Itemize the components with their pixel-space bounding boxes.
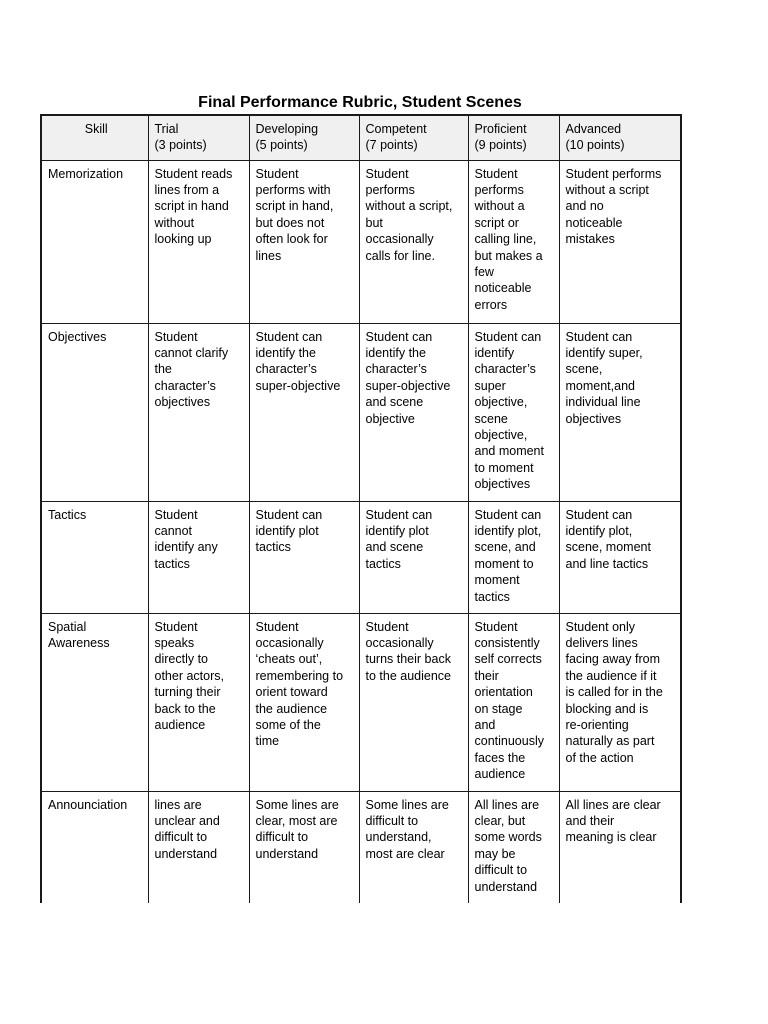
- cell-text-line: Student: [365, 166, 409, 181]
- cell-text-line: occasionally: [365, 232, 434, 247]
- cell-text-line: may be: [474, 846, 516, 861]
- cell-text-line: self corrects: [474, 652, 542, 667]
- cell-competent: [359, 613, 468, 791]
- cell-competent: [359, 323, 468, 501]
- cell-text-line: noticeable: [474, 281, 532, 296]
- cell-text-line: Objectives: [48, 329, 107, 344]
- cell-advanced: [559, 323, 681, 501]
- cell-text-line: Spatial: [48, 619, 87, 634]
- cell-text-line: on stage: [474, 701, 523, 716]
- header-row: [41, 115, 681, 160]
- cell-text-line: and line tactics: [565, 556, 649, 571]
- cell-text-line: cannot: [154, 523, 193, 538]
- cell-text-line: character’s: [255, 362, 317, 377]
- cell-text-line: super-objective: [365, 378, 451, 393]
- cell-skill: [41, 613, 148, 791]
- cell-text-line: All lines are: [474, 797, 540, 812]
- cell-text-line: Student: [474, 619, 518, 634]
- cell-text-line: time: [255, 734, 280, 749]
- cell-text-line: Student can: [474, 507, 542, 522]
- cell-text-line: is called for in the: [565, 685, 663, 700]
- cell-trial: [148, 501, 249, 613]
- cell-text-line: Competent: [365, 122, 427, 136]
- cell-text-line: understand: [255, 846, 319, 861]
- cell-text-line: and their: [565, 813, 615, 828]
- cell-text-line: identify plot,: [565, 523, 633, 538]
- cell-text-line: character’s: [154, 378, 216, 393]
- cell-text-line: objectives: [565, 411, 622, 426]
- cell-text-line: Student can: [365, 507, 433, 522]
- cell-developing: [249, 501, 359, 613]
- cell-text-line: re-orienting: [565, 717, 629, 732]
- cell-text-line: lines: [255, 248, 282, 263]
- cell-text-line: understand,: [365, 830, 432, 845]
- cell-text-line: Student: [255, 619, 299, 634]
- header-cell-trial: [148, 115, 249, 160]
- cell-text-line: Skill: [84, 122, 108, 136]
- cell-skill: [41, 501, 148, 613]
- cell-text-line: often look for: [255, 232, 328, 247]
- cell-text-line: tactics: [474, 589, 510, 604]
- cell-trial: [148, 791, 249, 903]
- cell-text-line: Proficient: [474, 122, 527, 136]
- cell-text-line: lines are: [154, 797, 202, 812]
- cell-text-line: Student can: [255, 329, 323, 344]
- cell-text-line: delivers lines: [565, 635, 638, 650]
- cell-text-line: moment to: [474, 556, 534, 571]
- cell-text-line: without a script: [565, 182, 649, 197]
- cell-text-line: Student can: [565, 329, 633, 344]
- cell-text-line: noticeable: [565, 215, 623, 230]
- cell-text-line: to moment: [474, 460, 534, 475]
- cell-text-line: (7 points): [365, 138, 418, 153]
- cell-text-line: scene: [474, 411, 508, 426]
- cell-developing: [249, 160, 359, 323]
- header-cell-competent: [359, 115, 468, 160]
- cell-proficient: [468, 791, 559, 903]
- cell-text-line: (5 points): [255, 138, 308, 153]
- cell-text-line: Awareness: [48, 635, 110, 650]
- cell-text-line: and: [474, 717, 496, 732]
- cell-text-line: Some lines are: [365, 797, 449, 812]
- cell-text-line: performs with: [255, 182, 331, 197]
- cell-text-line: clear, but: [474, 813, 526, 828]
- cell-text-line: but does not: [255, 215, 325, 230]
- cell-text-line: Some lines are: [255, 797, 339, 812]
- cell-text-line: few: [474, 264, 494, 279]
- cell-text-line: script in hand,: [255, 199, 334, 214]
- cell-text-line: calls for line.: [365, 248, 435, 263]
- cell-text-line: speaks: [154, 635, 195, 650]
- cell-proficient: [468, 501, 559, 613]
- header-cell-skill: [41, 115, 148, 160]
- cell-text-line: objective: [365, 411, 415, 426]
- cell-text-line: Student: [154, 619, 198, 634]
- cell-text-line: the audience: [255, 701, 328, 716]
- cell-text-line: some words: [474, 830, 542, 845]
- table-row: [41, 323, 681, 501]
- cell-advanced: [559, 613, 681, 791]
- cell-text-line: super-objective: [255, 378, 341, 393]
- cell-text-line: ‘cheats out’,: [255, 652, 323, 667]
- header-cell-advanced: [559, 115, 681, 160]
- cell-competent: [359, 501, 468, 613]
- cell-text-line: continuously: [474, 734, 544, 749]
- cell-text-line: tactics: [365, 556, 401, 571]
- cell-text-line: and no: [565, 199, 604, 214]
- cell-text-line: but makes a: [474, 248, 543, 263]
- cell-text-line: their: [474, 668, 499, 683]
- cell-text-line: character’s: [474, 362, 536, 377]
- cell-text-line: faces the: [474, 750, 526, 765]
- cell-proficient: [468, 613, 559, 791]
- cell-skill: [41, 160, 148, 323]
- cell-text-line: to the audience: [365, 668, 451, 683]
- cell-text-line: most are clear: [365, 846, 445, 861]
- cell-competent: [359, 160, 468, 323]
- cell-text-line: performs: [474, 182, 524, 197]
- cell-text-line: character’s: [365, 362, 427, 377]
- cell-text-line: understand: [474, 879, 538, 894]
- cell-text-line: naturally as part: [565, 734, 655, 749]
- cell-text-line: Memorization: [48, 166, 124, 181]
- cell-text-line: identify plot,: [474, 523, 542, 538]
- cell-text-line: and scene: [365, 395, 424, 410]
- cell-text-line: Student can: [474, 329, 542, 344]
- cell-text-line: Student can: [565, 507, 633, 522]
- cell-text-line: identify plot: [255, 523, 319, 538]
- cell-text-line: identify any: [154, 540, 218, 555]
- cell-text-line: script in hand: [154, 199, 229, 214]
- cell-developing: [249, 323, 359, 501]
- cell-text-line: scene, and: [474, 540, 536, 555]
- cell-text-line: identify plot: [365, 523, 429, 538]
- cell-text-line: difficult to: [255, 830, 309, 845]
- cell-text-line: individual line: [565, 395, 641, 410]
- cell-text-line: Student can: [365, 329, 433, 344]
- cell-text-line: the audience if it: [565, 668, 657, 683]
- table-row: [41, 791, 681, 903]
- cell-text-line: objective,: [474, 427, 528, 442]
- cell-text-line: objectives: [474, 477, 531, 492]
- cell-text-line: calling line,: [474, 232, 537, 247]
- cell-text-line: unclear and: [154, 813, 220, 828]
- table-row: [41, 160, 681, 323]
- cell-text-line: tactics: [154, 556, 190, 571]
- header-cell-proficient: [468, 115, 559, 160]
- cell-text-line: identify: [474, 345, 515, 360]
- cell-proficient: [468, 160, 559, 323]
- cell-text-line: clear, most are: [255, 813, 338, 828]
- cell-text-line: without: [154, 215, 195, 230]
- cell-text-line: audience: [474, 767, 526, 782]
- cell-text-line: identify super,: [565, 345, 643, 360]
- cell-text-line: difficult to: [474, 863, 528, 878]
- cell-text-line: performs: [365, 182, 415, 197]
- cell-text-line: Tactics: [48, 507, 87, 522]
- cell-text-line: identify the: [255, 345, 316, 360]
- cell-developing: [249, 613, 359, 791]
- cell-text-line: super: [474, 378, 506, 393]
- cell-text-line: Student only: [565, 619, 635, 634]
- cell-advanced: [559, 791, 681, 903]
- cell-text-line: and moment: [474, 444, 544, 459]
- cell-text-line: Student: [255, 166, 299, 181]
- cell-text-line: without a: [474, 199, 525, 214]
- cell-text-line: back to the: [154, 701, 216, 716]
- cell-text-line: understand: [154, 846, 218, 861]
- cell-text-line: (10 points): [565, 138, 625, 153]
- table-row: [41, 501, 681, 613]
- cell-text-line: cannot clarify: [154, 345, 229, 360]
- cell-text-line: orientation: [474, 685, 533, 700]
- cell-text-line: of the action: [565, 750, 634, 765]
- cell-text-line: other actors,: [154, 668, 224, 683]
- cell-text-line: scene, moment: [565, 540, 651, 555]
- cell-text-line: moment: [474, 573, 520, 588]
- cell-text-line: mistakes: [565, 232, 615, 247]
- cell-text-line: Student: [474, 166, 518, 181]
- cell-text-line: some of the: [255, 717, 321, 732]
- cell-text-line: turning their: [154, 685, 221, 700]
- cell-text-line: (3 points): [154, 138, 207, 153]
- cell-text-line: lines from a: [154, 182, 220, 197]
- header-cell-developing: [249, 115, 359, 160]
- cell-text-line: Developing: [255, 122, 319, 136]
- cell-competent: [359, 791, 468, 903]
- cell-text-line: Student reads: [154, 166, 233, 181]
- cell-trial: [148, 323, 249, 501]
- cell-skill: [41, 323, 148, 501]
- cell-text-line: objective,: [474, 395, 528, 410]
- cell-text-line: difficult to: [365, 813, 419, 828]
- table-row: [41, 613, 681, 791]
- cell-text-line: but: [365, 215, 383, 230]
- cell-text-line: and scene: [365, 540, 424, 555]
- cell-text-line: turns their back: [365, 652, 451, 667]
- cell-text-line: blocking and is: [565, 701, 649, 716]
- cell-text-line: script or: [474, 215, 519, 230]
- cell-text-line: Announciation: [48, 797, 128, 812]
- cell-text-line: orient toward: [255, 685, 328, 700]
- cell-text-line: occasionally: [365, 635, 434, 650]
- cell-developing: [249, 791, 359, 903]
- cell-text-line: (9 points): [474, 138, 527, 153]
- cell-text-line: looking up: [154, 232, 212, 247]
- cell-trial: [148, 613, 249, 791]
- cell-text-line: Student: [154, 507, 198, 522]
- cell-proficient: [468, 323, 559, 501]
- cell-text-line: the: [154, 362, 172, 377]
- cell-text-line: identify the: [365, 345, 426, 360]
- cell-text-line: Student performs: [565, 166, 662, 181]
- cell-text-line: Student: [365, 619, 409, 634]
- cell-text-line: Student: [154, 329, 198, 344]
- cell-text-line: scene,: [565, 362, 603, 377]
- cell-text-line: objectives: [154, 395, 211, 410]
- cell-trial: [148, 160, 249, 323]
- cell-text-line: facing away from: [565, 652, 660, 667]
- cell-advanced: [559, 501, 681, 613]
- cell-skill: [41, 791, 148, 903]
- rubric-table: [40, 114, 682, 903]
- cell-text-line: moment,and: [565, 378, 635, 393]
- cell-text-line: difficult to: [154, 830, 208, 845]
- cell-text-line: Advanced: [565, 122, 622, 136]
- cell-text-line: tactics: [255, 540, 291, 555]
- cell-text-line: Trial: [154, 122, 179, 136]
- cell-text-line: All lines are clear: [565, 797, 661, 812]
- cell-text-line: directly to: [154, 652, 208, 667]
- cell-text-line: meaning is clear: [565, 830, 657, 845]
- rubric-title: Final Performance Rubric, Student Scenes: [198, 94, 522, 111]
- cell-text-line: Student can: [255, 507, 323, 522]
- cell-text-line: remembering to: [255, 668, 344, 683]
- cell-text-line: audience: [154, 717, 206, 732]
- cell-text-line: consistently: [474, 635, 540, 650]
- cell-text-line: without a script,: [365, 199, 453, 214]
- cell-text-line: occasionally: [255, 635, 324, 650]
- cell-advanced: [559, 160, 681, 323]
- cell-text-line: errors: [474, 297, 508, 312]
